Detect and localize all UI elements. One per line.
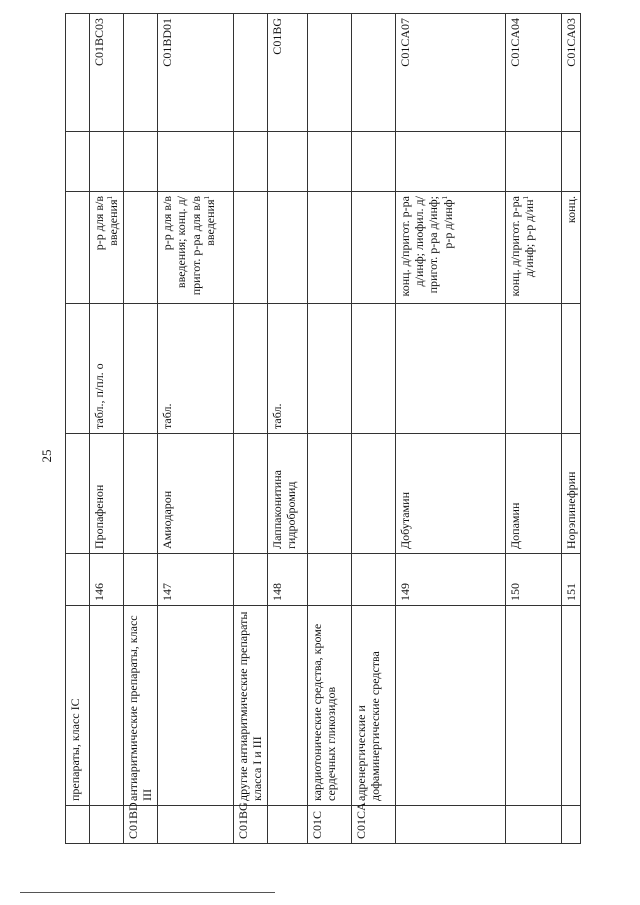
group-name: адренергические и дофаминергические средства [351,606,395,806]
atc-code [351,14,395,132]
dosage-form-b [157,192,233,304]
atc-code: C01CA04 [505,14,561,132]
atc-code: C01CA03 [561,14,580,132]
footnote-marker: 1 [106,196,115,200]
row-number [233,554,267,606]
table-row [90,14,124,844]
group-name: антиаритмические препараты, класс III [123,606,157,806]
atc-code [233,14,267,132]
table-row [233,14,267,844]
atc-group-code [157,806,233,844]
dosage-form-a: табл. [267,304,307,434]
dosage-form-a [505,304,561,434]
footnote-marker: 1 [202,196,211,200]
footnote-divider [20,892,275,893]
row-number: 149 [395,554,505,606]
drug-name [307,434,351,554]
empty-cell [351,132,395,192]
dosage-form-b: конц. [561,192,580,304]
row-number [351,554,395,606]
drug-name: Амиодарон [157,434,233,554]
table-row [157,14,233,844]
dosage-form-a [307,304,351,434]
empty-cell [233,132,267,192]
drug-name: Допамин [505,434,561,554]
table-row [351,14,395,844]
dosage-form-text: конц. д/пригот. р-ра д/инф; р-р д/ин [507,196,536,297]
empty-cell [561,132,580,192]
table-row [66,14,90,844]
table-row [561,14,580,844]
group-name [267,606,307,806]
dosage-form-a: табл., п/пл. о [90,304,124,434]
dosage-form-a [395,304,505,434]
row-number [307,554,351,606]
dosage-form-b [90,192,124,304]
dosage-form-b [123,192,157,304]
atc-group-code [90,806,124,844]
atc-code: C01BG [267,14,307,132]
row-number: 148 [267,554,307,606]
empty-cell [90,132,124,192]
empty-cell [505,132,561,192]
group-name [395,606,505,806]
drug-name [233,434,267,554]
atc-group-code [395,806,505,844]
dosage-form-b [395,192,505,304]
page-number: 25 [39,449,54,463]
group-name [157,606,233,806]
table-row [123,14,157,844]
atc-code: C01BD01 [157,14,233,132]
table-row [267,14,307,844]
dosage-form-b [307,192,351,304]
dosage-form-a [561,304,580,434]
empty-cell [395,132,505,192]
dosage-form-text: конц. д/пригот. р-ра д/инф; лиофил. д/пригот. р-ра д/инф; р-р д/инф [397,196,455,297]
empty-cell [307,132,351,192]
footnote-marker: 1 [521,196,530,200]
rotated-table [65,14,578,844]
dosage-form-text: р-р для в/в введения [92,196,121,251]
footnote-marker: 1 [440,196,449,200]
atc-code [66,14,90,132]
empty-cell [66,132,90,192]
empty-cell [267,132,307,192]
empty-cell [157,132,233,192]
atc-group-code: C01BD [123,806,157,844]
row-number: 151 [561,554,580,606]
row-number [123,554,157,606]
atc-code [123,14,157,132]
atc-group-code [561,806,580,844]
dosage-form-a [123,304,157,434]
atc-group-code [267,806,307,844]
row-number: 147 [157,554,233,606]
dosage-form-a: табл. [157,304,233,434]
atc-code: C01BC03 [90,14,124,132]
drug-name [123,434,157,554]
drug-table [65,13,581,844]
group-name [90,606,124,806]
drug-name: Норэпинефрин [561,434,580,554]
group-name [561,606,580,806]
drug-name: Лаппаконитина гидробромид [267,434,307,554]
table-row [505,14,561,844]
atc-group-code: C01BG [233,806,267,844]
dosage-form-b [267,192,307,304]
dosage-form-b [351,192,395,304]
group-name: кардиотонические средства, кроме сердечных гликозидов [307,606,351,806]
dosage-form-b [66,192,90,304]
dosage-form-a [233,304,267,434]
drug-name: Добутамин [395,434,505,554]
dosage-form-b [505,192,561,304]
atc-code [307,14,351,132]
group-name: препараты, класс IC [66,606,90,806]
drug-name [351,434,395,554]
group-name: другие антиаритмические препараты класса I и III [233,606,267,806]
group-name [505,606,561,806]
empty-cell [123,132,157,192]
table-row [395,14,505,844]
document-table-container [65,14,578,844]
dosage-form-b [233,192,267,304]
atc-group-code: C01CA [351,806,395,844]
dosage-form-a [66,304,90,434]
atc-group-code: C01C [307,806,351,844]
dosage-form-text: р-р для в/в введения; конц. д/пригот. р-ра для в/в введения [159,196,217,296]
row-number: 150 [505,554,561,606]
drug-name: Пропафенон [90,434,124,554]
drug-name [66,434,90,554]
atc-group-code [505,806,561,844]
dosage-form-a [351,304,395,434]
row-number [66,554,90,606]
row-number: 146 [90,554,124,606]
atc-code: C01CA07 [395,14,505,132]
table-row [307,14,351,844]
atc-group-code [66,806,90,844]
